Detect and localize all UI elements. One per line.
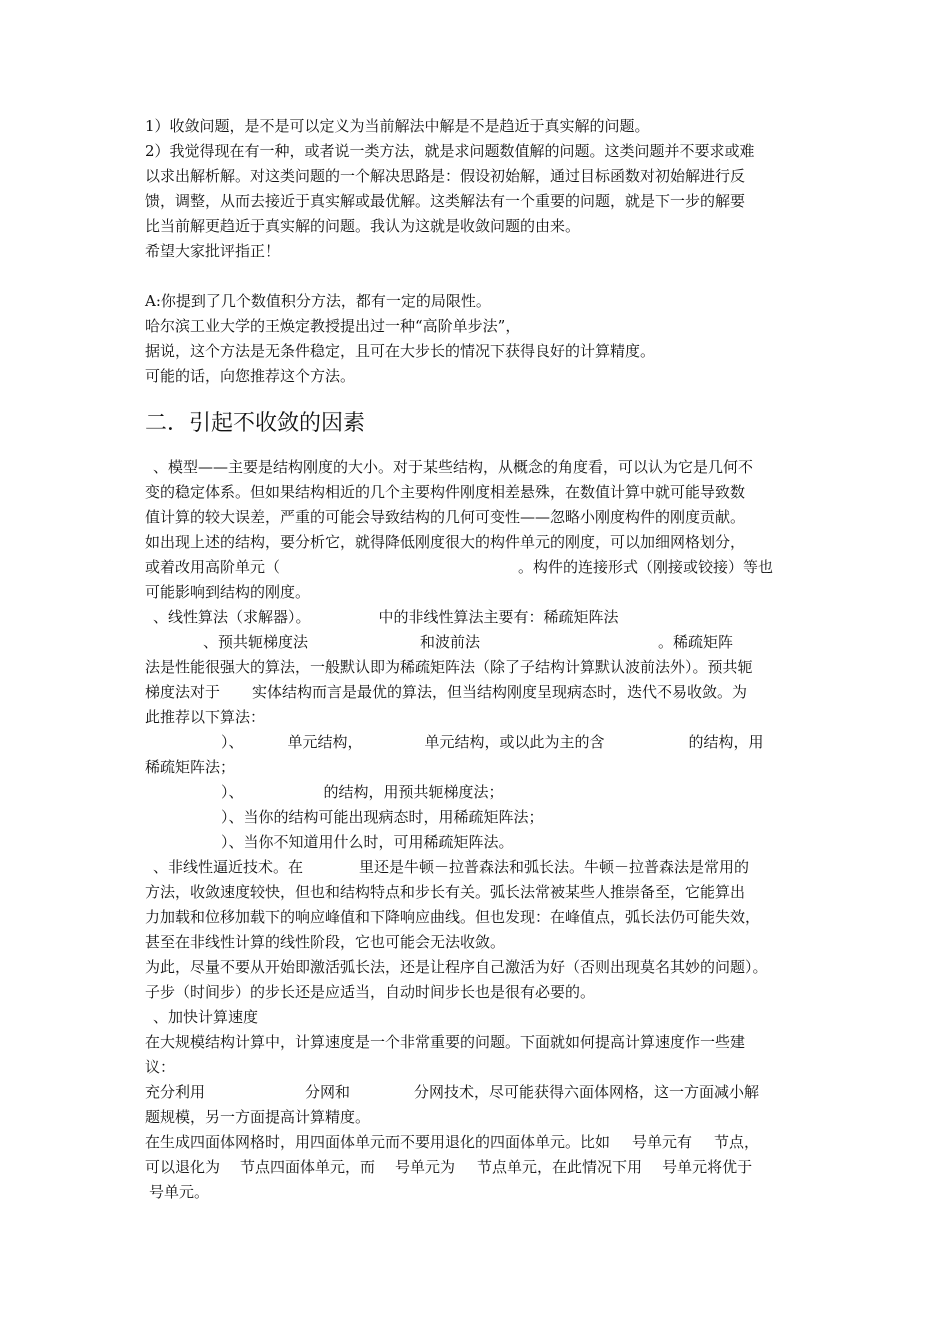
body-line bbox=[145, 605, 823, 630]
body-line: 子步（时间步）的步长还是应适当，自动时间步长也是很有必要的。 bbox=[145, 983, 596, 1001]
body-line: 此推荐以下算法： bbox=[145, 708, 266, 726]
question-line-6: 希望大家批评指正！ bbox=[145, 242, 281, 260]
body-text: 的结构，用 bbox=[688, 733, 764, 751]
body-line bbox=[145, 730, 823, 755]
body-line: 值计算的较大误差，严重的可能会导致结构的几何可变性——忽略小刚度构件的刚度贡献。 bbox=[145, 508, 746, 526]
body-text: 分网和 bbox=[305, 1083, 351, 1101]
answer-line-1: A:你提到了几个数值积分方法，都有一定的局限性。 bbox=[145, 292, 491, 310]
body-line bbox=[145, 1005, 823, 1030]
body-text: ）、当你不知道用什么时，可用稀疏矩阵法。 bbox=[221, 833, 514, 851]
section-body bbox=[145, 455, 823, 1205]
body-text: 可以退化为 bbox=[145, 1158, 221, 1176]
body-line: 稀疏矩阵法； bbox=[145, 758, 236, 776]
body-text: 、非线性逼近技术。在 bbox=[153, 858, 304, 876]
body-line: 题规模，另一方面提高计算精度。 bbox=[145, 1108, 371, 1126]
body-line: 可能影响到结构的刚度。 bbox=[145, 583, 311, 601]
body-line bbox=[145, 455, 823, 480]
question-block bbox=[145, 114, 823, 264]
document-page bbox=[145, 114, 823, 1205]
body-line: 法是性能很强大的算法，一般默认即为稀疏矩阵法（除了子结构计算默认波前法外）。预共轭 bbox=[145, 658, 753, 676]
body-line bbox=[145, 1180, 823, 1205]
body-text: 里还是牛顿－拉普森法和弧长法。牛顿－拉普森法是常用的 bbox=[359, 858, 750, 876]
body-text: ）、当你的结构可能出现病态时，用稀疏矩阵法； bbox=[221, 808, 544, 826]
body-line: 在大规模结构计算中，计算速度是一个非常重要的问题。下面就如何提高计算速度作一些建 bbox=[145, 1033, 746, 1051]
body-text: 在生成四面体网格时，用四面体单元而不要用退化的四面体单元。比如 bbox=[145, 1133, 611, 1151]
body-line: 力加载和位移加载下的响应峰值和下降响应曲线。但也发现：在峰值点，弧长法仍可能失效， bbox=[145, 908, 761, 926]
question-line-5: 比当前解更趋近于真实解的问题。我认为这就是收敛问题的由来。 bbox=[145, 217, 581, 235]
body-line bbox=[145, 555, 823, 580]
body-text: 、预共轭梯度法 bbox=[203, 633, 309, 651]
body-text: 单元结构， bbox=[287, 733, 363, 751]
body-text: 梯度法对于 bbox=[145, 683, 221, 701]
body-text: 节点单元，在此情况下用 bbox=[477, 1158, 643, 1176]
paragraph-gap bbox=[145, 264, 823, 289]
body-line bbox=[145, 1080, 823, 1105]
question-line-4: 馈，调整，从而去接近于真实解或最优解。这类解法有一个重要的问题，就是下一步的解要 bbox=[145, 192, 746, 210]
body-line bbox=[145, 630, 823, 655]
body-text: 单元结构，或以此为主的含 bbox=[424, 733, 605, 751]
question-line-1: 1）收敛问题，是不是可以定义为当前解法中解是不是趋近于真实解的问题。 bbox=[145, 117, 650, 135]
body-line bbox=[145, 780, 823, 805]
body-line bbox=[145, 805, 823, 830]
question-line-3: 以求出解析解。对这类问题的一个解决思路是：假设初始解，通过目标函数对初始解进行反 bbox=[145, 167, 746, 185]
body-text: 。构件的连接形式（刚接或铰接）等也 bbox=[518, 558, 774, 576]
body-line bbox=[145, 680, 823, 705]
body-text: 充分利用 bbox=[145, 1083, 206, 1101]
body-text: 或着改用高阶单元（ bbox=[145, 558, 281, 576]
body-text: ）、 bbox=[221, 783, 244, 801]
answer-line-4: 可能的话，向您推荐这个方法。 bbox=[145, 367, 356, 385]
body-text: 中的非线性算法主要有：稀疏矩阵法 bbox=[378, 608, 619, 626]
body-text: 的结构，用预共轭梯度法； bbox=[323, 783, 504, 801]
body-text: 、加快计算速度 bbox=[153, 1008, 259, 1026]
body-line: 方法，收敛速度较快，但也和结构特点和步长有关。弧长法常被某些人推崇备至，它能算出 bbox=[145, 883, 746, 901]
body-line: 甚至在非线性计算的线性阶段，它也可能会无法收敛。 bbox=[145, 933, 506, 951]
body-line bbox=[145, 830, 823, 855]
body-text: ）、 bbox=[221, 733, 244, 751]
body-text: 实体结构而言是最优的算法，但当结构刚度呈现病态时，迭代不易收敛。为 bbox=[252, 683, 748, 701]
body-line: 为此，尽量不要从开始即激活弧长法，还是让程序自己激活为好（否则出现莫名其妙的问题）。 bbox=[145, 958, 768, 976]
body-text: 号单元。 bbox=[149, 1183, 210, 1201]
body-text: 和波前法 bbox=[420, 633, 481, 651]
body-line: 如出现上述的结构，要分析它，就得降低刚度很大的构件单元的刚度，可以加细网格划分， bbox=[145, 533, 746, 551]
body-text: 分网技术，尽可能获得六面体网格，这一方面减小解 bbox=[414, 1083, 760, 1101]
answer-line-3: 据说，这个方法是无条件稳定，且可在大步长的情况下获得良好的计算精度。 bbox=[145, 342, 656, 360]
body-text: 号单元有 bbox=[632, 1133, 693, 1151]
body-text: 节点， bbox=[714, 1133, 760, 1151]
answer-block bbox=[145, 289, 823, 389]
body-text: 、线性算法（求解器）。 bbox=[153, 608, 311, 626]
body-line bbox=[145, 855, 823, 880]
body-line: 议： bbox=[145, 1058, 176, 1076]
body-line bbox=[145, 1130, 823, 1155]
section-heading: 二．引起不收敛的因素 bbox=[145, 411, 366, 436]
body-line bbox=[145, 1155, 823, 1180]
body-text: 节点四面体单元，而 bbox=[240, 1158, 376, 1176]
body-text: 。稀疏矩阵 bbox=[658, 633, 734, 651]
body-line: 变的稳定体系。但如果结构相近的几个主要构件刚度相差悬殊，在数值计算中就可能导致数 bbox=[145, 483, 746, 501]
question-line-2: 2）我觉得现在有一种，或者说一类方法，就是求问题数值解的问题。这类问题并不要求或难 bbox=[145, 142, 755, 160]
body-text: 、模型——主要是结构刚度的大小。对于某些结构，从概念的角度看，可以认为它是几何不 bbox=[153, 458, 754, 476]
body-text: 号单元为 bbox=[395, 1158, 456, 1176]
body-text: 号单元将优于 bbox=[662, 1158, 753, 1176]
answer-line-2: 哈尔滨工业大学的王焕定教授提出过一种“高阶单步法”， bbox=[145, 317, 521, 335]
